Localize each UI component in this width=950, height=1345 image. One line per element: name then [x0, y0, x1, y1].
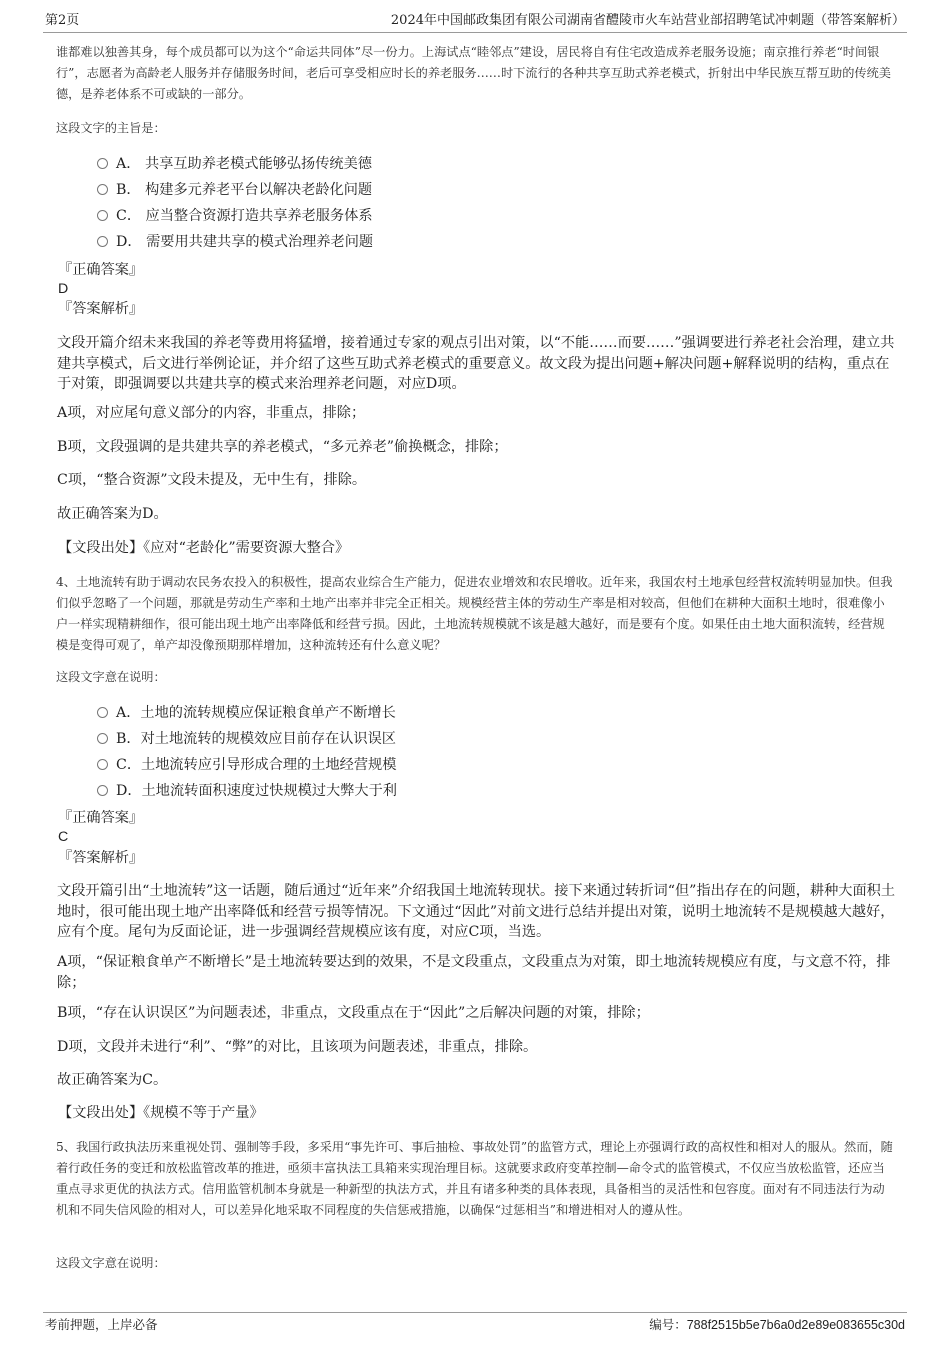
q4-option-a-text: A．土地的流转规模应保证粮食单产不断增长	[116, 705, 396, 721]
q3-analysis-label: 『答案解析』	[58, 301, 144, 317]
radio-icon[interactable]	[97, 733, 108, 744]
q4-option-b-text: B．对土地流转的规模效应目前存在认识误区	[116, 731, 396, 747]
q4-option-d-text: D．土地流转面积速度过快规模过大弊大于利	[116, 783, 397, 799]
q3-option-a[interactable]	[97, 154, 372, 174]
q4-analysis-a: A项，“保证粮食单产不断增长”是土地流转要达到的效果，不是文段重点，文段重点为对策，即土地流转规模应有度，与文意不符，排除；	[57, 954, 891, 991]
radio-icon[interactable]	[97, 759, 108, 770]
radio-icon[interactable]	[97, 707, 108, 718]
q4-analysis-main: 文段开篇引出“土地流转”这一话题，随后通过“近年来”介绍我国土地流转现状。接下来通过转折词“但”指出存在的问题，耕种大面积土地时，很可能出现土地产出率降低和经营亏损等情况。下文通过“因此”对前文进行总结并提出对策，说明土地流转不是规模越大越好，应有个度。尾句为反面论证，进一步强调经营规模应该有度，对应C项，当选。	[57, 883, 896, 940]
document-code-value: 788f2515b5e7b6a0d2e89e083655c30d	[686, 1318, 905, 1332]
q3-option-b-text: B． 构建多元养老平台以解决老龄化问题	[116, 182, 373, 198]
q5-prompt: 这段文字意在说明：	[56, 1256, 166, 1270]
q3-analysis-a: A项，对应尾句意义部分的内容，非重点，排除；	[57, 405, 366, 421]
q4-analysis-d: D项，文段并未进行“利”、“弊”的对比，且该项为问题表述，非重点，排除。	[57, 1039, 538, 1055]
q4-option-b[interactable]	[97, 729, 396, 749]
q4-answer-label: 『正确答案』	[58, 810, 144, 826]
radio-icon[interactable]	[97, 236, 108, 247]
q3-option-d[interactable]	[97, 232, 373, 252]
q3-option-d-text: D． 需要用共建共享的模式治理养老问题	[116, 234, 374, 250]
q3-option-b[interactable]	[97, 180, 372, 200]
radio-icon[interactable]	[97, 210, 108, 221]
q4-option-c-text: C．土地流转应引导形成合理的土地经营规模	[116, 757, 397, 773]
q4-option-c[interactable]	[97, 755, 396, 775]
q3-analysis-conclusion: 故正确答案为D。	[57, 506, 168, 522]
q4-option-d[interactable]	[97, 781, 397, 801]
page-number: 第2页	[45, 13, 80, 28]
page-header	[43, 10, 907, 33]
q3-source: 【文段出处】《应对“老龄化”需要资源大整合》	[58, 540, 350, 556]
q3-option-a-text: A． 共享互助养老模式能够弘扬传统美德	[116, 156, 372, 172]
q4-passage: 4、土地流转有助于调动农民务农投入的积极性，提高农业综合生产能力，促进农业增效和农民增收。近年来，我国农村土地承包经营权流转明显加快。但我们似乎忽略了一个问题，那就是劳动生产率和土地产出率并非完全正相关。规模经营主体的劳动生产率是相对较高，但他们在耕种大面积土地时，很难像小户一样实现精耕细作，很可能出现土地产出率降低和经营亏损。因此，土地流转规模就不该是越大越好，而是要有个度。如果任由土地大面积流转，经营规模是变得可观了，单产却没像预期那样增加，这种流转还有什么意义呢？	[56, 575, 893, 652]
q3-analysis-c: C项，“整合资源”文段未提及，无中生有，排除。	[57, 472, 367, 488]
q5-passage: 5、我国行政执法历来重视处罚、强制等手段，多采用“事先许可、事后抽检、事故处罚”的监管方式，理论上亦强调行政的高权性和相对人的服从。然而，随着行政任务的变迁和放松监管改革的推进，亟须丰富执法工具箱来实现治理目标。这就要求政府变革控制—命令式的监管模式，不仅应当放松监管，还应当重点寻求更优的执法方式。信用监管机制本身就是一种新型的执法方式，并且有诸多种类的具体表现，具备相当的灵活性和包容度。面对有不同违法行为动机和不同失信风险的相对人，可以差异化地采取不同程度的失信惩戒措施，以确保“过惩相当”和增进相对人的遵从性。	[56, 1140, 893, 1217]
q3-analysis-b: B项，文段强调的是共建共享的养老模式，“多元养老”偷换概念，排除；	[57, 439, 508, 455]
q3-analysis-main: 文段开篇介绍未来我国的养老等费用将猛增，接着通过专家的观点引出对策，以“不能……而要……”强调要进行养老社会治理，建立共建共享模式，后文进行举例论证，并介绍了这些互助式养老模式的重要意义。故文段为提出问题+解决问题+解释说明的结构，重点在于对策，即强调要以共建共享的模式来治理养老问题，对应D项。	[57, 335, 895, 392]
q4-answer: C	[58, 829, 69, 845]
q3-prompt: 这段文字的主旨是：	[56, 121, 166, 135]
q4-analysis-b: B项，“存在认识误区”为问题表述，非重点，文段重点在于“因此”之后解决问题的对策，排除；	[57, 1005, 650, 1021]
q4-prompt: 这段文字意在说明：	[56, 670, 166, 684]
q3-option-c[interactable]	[97, 206, 373, 226]
q3-answer-label: 『正确答案』	[58, 262, 144, 278]
document-title: 2024年中国邮政集团有限公司湖南省醴陵市火车站营业部招聘笔试冲刺题（带答案解析）	[390, 13, 905, 28]
q4-option-a[interactable]	[97, 703, 396, 723]
page-footer	[43, 1312, 907, 1333]
q3-answer: D	[58, 281, 69, 297]
radio-icon[interactable]	[97, 184, 108, 195]
q3-passage-tail: 谁都难以独善其身，每个成员都可以为这个“命运共同体”尽一份力。上海试点“睦邻点”建设，居民将自有住宅改造成养老服务设施；南京推行养老“时间银行”，志愿者为高龄老人服务并存储服务时间，老后可享受相应时长的养老服务……时下流行的各种共享互助式养老模式，折射出中华民族互帮互助的传统美德，是养老体系不可或缺的一部分。	[56, 45, 891, 101]
q4-analysis-label: 『答案解析』	[58, 850, 144, 866]
q4-analysis-conclusion: 故正确答案为C。	[57, 1072, 168, 1088]
document-code-label: 编号：	[649, 1318, 687, 1332]
radio-icon[interactable]	[97, 785, 108, 796]
footer-slogan: 考前押题，上岸必备	[45, 1317, 158, 1332]
q3-option-c-text: C． 应当整合资源打造共享养老服务体系	[116, 208, 373, 224]
document-code	[649, 1315, 905, 1335]
radio-icon[interactable]	[97, 158, 108, 169]
q4-source: 【文段出处】《规模不等于产量》	[58, 1105, 264, 1121]
